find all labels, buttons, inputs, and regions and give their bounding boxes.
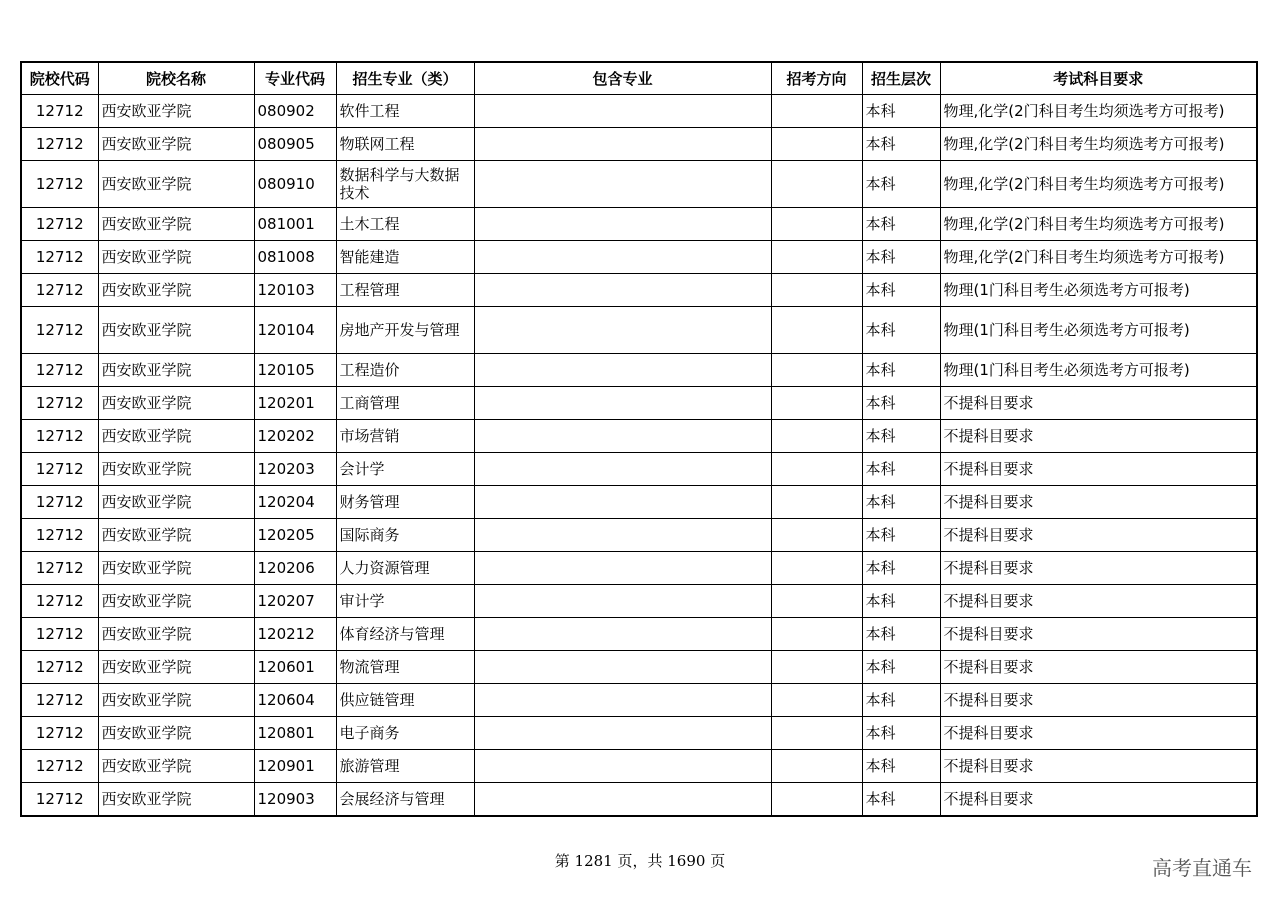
cell-school-name: 西安欧亚学院 [98, 618, 254, 651]
cell-school-code: 12712 [21, 274, 98, 307]
cell-includes [474, 651, 771, 684]
cell-requirement: 不提科目要求 [940, 486, 1257, 519]
cell-requirement: 物理,化学(2门科目考生均须选考方可报考) [940, 241, 1257, 274]
cell-level: 本科 [862, 128, 940, 161]
table-row [21, 486, 1257, 519]
cell-requirement: 不提科目要求 [940, 420, 1257, 453]
cell-requirement: 不提科目要求 [940, 552, 1257, 585]
cell-major-code: 120204 [254, 486, 336, 519]
cell-includes [474, 552, 771, 585]
cell-major-code: 120206 [254, 552, 336, 585]
cell-includes [474, 354, 771, 387]
cell-includes [474, 519, 771, 552]
table-row [21, 387, 1257, 420]
cell-includes [474, 387, 771, 420]
cell-school-name: 西安欧亚学院 [98, 161, 254, 208]
table-row [21, 783, 1257, 816]
cell-requirement: 不提科目要求 [940, 750, 1257, 783]
cell-major: 财务管理 [336, 486, 474, 519]
cell-school-name: 西安欧亚学院 [98, 717, 254, 750]
cell-major: 工程造价 [336, 354, 474, 387]
header-school-code: 院校代码 [21, 62, 98, 95]
cell-includes [474, 684, 771, 717]
cell-level: 本科 [862, 420, 940, 453]
header-direction: 招考方向 [771, 62, 862, 95]
header-row [21, 62, 1257, 95]
cell-school-name: 西安欧亚学院 [98, 241, 254, 274]
cell-major: 物流管理 [336, 651, 474, 684]
cell-major: 体育经济与管理 [336, 618, 474, 651]
cell-school-name: 西安欧亚学院 [98, 307, 254, 354]
cell-requirement: 不提科目要求 [940, 519, 1257, 552]
cell-school-name: 西安欧亚学院 [98, 354, 254, 387]
cell-direction [771, 128, 862, 161]
cell-school-code: 12712 [21, 783, 98, 816]
cell-requirement: 物理,化学(2门科目考生均须选考方可报考) [940, 208, 1257, 241]
cell-school-name: 西安欧亚学院 [98, 208, 254, 241]
cell-school-code: 12712 [21, 717, 98, 750]
cell-includes [474, 208, 771, 241]
cell-school-name: 西安欧亚学院 [98, 585, 254, 618]
cell-direction [771, 307, 862, 354]
cell-direction [771, 453, 862, 486]
cell-level: 本科 [862, 684, 940, 717]
cell-direction [771, 585, 862, 618]
cell-major-code: 081001 [254, 208, 336, 241]
cell-level: 本科 [862, 453, 940, 486]
cell-major: 软件工程 [336, 95, 474, 128]
cell-school-code: 12712 [21, 552, 98, 585]
cell-school-name: 西安欧亚学院 [98, 684, 254, 717]
cell-level: 本科 [862, 208, 940, 241]
cell-major-code: 120207 [254, 585, 336, 618]
cell-level: 本科 [862, 717, 940, 750]
cell-school-code: 12712 [21, 208, 98, 241]
cell-includes [474, 420, 771, 453]
cell-requirement: 物理(1门科目考生必须选考方可报考) [940, 274, 1257, 307]
cell-includes [474, 128, 771, 161]
cell-major-code: 120601 [254, 651, 336, 684]
table-row [21, 161, 1257, 208]
cell-school-code: 12712 [21, 486, 98, 519]
cell-includes [474, 486, 771, 519]
table-row [21, 95, 1257, 128]
cell-requirement: 不提科目要求 [940, 717, 1257, 750]
cell-requirement: 物理,化学(2门科目考生均须选考方可报考) [940, 128, 1257, 161]
cell-school-code: 12712 [21, 387, 98, 420]
cell-major: 国际商务 [336, 519, 474, 552]
cell-school-name: 西安欧亚学院 [98, 783, 254, 816]
header-includes: 包含专业 [474, 62, 771, 95]
cell-school-name: 西安欧亚学院 [98, 552, 254, 585]
cell-level: 本科 [862, 783, 940, 816]
cell-major: 工商管理 [336, 387, 474, 420]
cell-major: 工程管理 [336, 274, 474, 307]
cell-requirement: 不提科目要求 [940, 684, 1257, 717]
header-requirement: 考试科目要求 [940, 62, 1257, 95]
cell-school-code: 12712 [21, 684, 98, 717]
cell-major-code: 120105 [254, 354, 336, 387]
cell-requirement: 物理(1门科目考生必须选考方可报考) [940, 354, 1257, 387]
cell-school-name: 西安欧亚学院 [98, 519, 254, 552]
cell-direction [771, 750, 862, 783]
cell-major: 数据科学与大数据技术 [336, 161, 474, 208]
cell-direction [771, 717, 862, 750]
cell-direction [771, 208, 862, 241]
cell-school-code: 12712 [21, 453, 98, 486]
cell-requirement: 物理,化学(2门科目考生均须选考方可报考) [940, 161, 1257, 208]
cell-major: 旅游管理 [336, 750, 474, 783]
cell-level: 本科 [862, 307, 940, 354]
cell-major: 土木工程 [336, 208, 474, 241]
cell-direction [771, 783, 862, 816]
table-row [21, 241, 1257, 274]
cell-includes [474, 274, 771, 307]
cell-school-code: 12712 [21, 128, 98, 161]
table-row [21, 552, 1257, 585]
cell-major: 供应链管理 [336, 684, 474, 717]
cell-includes [474, 241, 771, 274]
cell-includes [474, 161, 771, 208]
cell-level: 本科 [862, 552, 940, 585]
cell-includes [474, 618, 771, 651]
cell-direction [771, 651, 862, 684]
table-row [21, 208, 1257, 241]
cell-includes [474, 783, 771, 816]
table-row [21, 307, 1257, 354]
cell-requirement: 不提科目要求 [940, 387, 1257, 420]
watermark: 高考直通车 [1152, 856, 1252, 880]
cell-direction [771, 420, 862, 453]
cell-direction [771, 552, 862, 585]
cell-school-code: 12712 [21, 161, 98, 208]
cell-school-name: 西安欧亚学院 [98, 420, 254, 453]
cell-requirement: 不提科目要求 [940, 783, 1257, 816]
cell-requirement: 不提科目要求 [940, 618, 1257, 651]
cell-includes [474, 95, 771, 128]
cell-level: 本科 [862, 618, 940, 651]
cell-school-name: 西安欧亚学院 [98, 453, 254, 486]
cell-school-name: 西安欧亚学院 [98, 486, 254, 519]
cell-school-name: 西安欧亚学院 [98, 128, 254, 161]
cell-requirement: 不提科目要求 [940, 453, 1257, 486]
cell-school-name: 西安欧亚学院 [98, 274, 254, 307]
cell-school-code: 12712 [21, 585, 98, 618]
cell-includes [474, 750, 771, 783]
cell-major-code: 081008 [254, 241, 336, 274]
cell-requirement: 不提科目要求 [940, 651, 1257, 684]
cell-major-code: 120901 [254, 750, 336, 783]
cell-direction [771, 486, 862, 519]
admission-table [20, 61, 1258, 817]
cell-school-code: 12712 [21, 750, 98, 783]
table-row [21, 274, 1257, 307]
cell-requirement: 物理,化学(2门科目考生均须选考方可报考) [940, 95, 1257, 128]
cell-level: 本科 [862, 274, 940, 307]
cell-school-name: 西安欧亚学院 [98, 750, 254, 783]
cell-school-code: 12712 [21, 519, 98, 552]
cell-includes [474, 585, 771, 618]
cell-level: 本科 [862, 519, 940, 552]
cell-direction [771, 684, 862, 717]
table-row [21, 519, 1257, 552]
cell-level: 本科 [862, 161, 940, 208]
cell-major: 房地产开发与管理 [336, 307, 474, 354]
cell-major: 物联网工程 [336, 128, 474, 161]
cell-direction [771, 241, 862, 274]
cell-includes [474, 453, 771, 486]
cell-major-code: 080902 [254, 95, 336, 128]
cell-major-code: 080905 [254, 128, 336, 161]
cell-major-code: 120205 [254, 519, 336, 552]
table-row [21, 585, 1257, 618]
cell-major-code: 120212 [254, 618, 336, 651]
cell-major: 人力资源管理 [336, 552, 474, 585]
cell-direction [771, 354, 862, 387]
cell-includes [474, 717, 771, 750]
page-number: 第 1281 页，共 1690 页 [554, 852, 726, 870]
cell-major-code: 120801 [254, 717, 336, 750]
cell-major-code: 120903 [254, 783, 336, 816]
table-row [21, 651, 1257, 684]
cell-direction [771, 519, 862, 552]
cell-direction [771, 161, 862, 208]
header-major-code: 专业代码 [254, 62, 336, 95]
cell-major: 智能建造 [336, 241, 474, 274]
table-row [21, 717, 1257, 750]
cell-major-code: 120104 [254, 307, 336, 354]
cell-level: 本科 [862, 354, 940, 387]
table-row [21, 453, 1257, 486]
cell-level: 本科 [862, 387, 940, 420]
cell-school-code: 12712 [21, 618, 98, 651]
cell-major-code: 120604 [254, 684, 336, 717]
cell-level: 本科 [862, 651, 940, 684]
cell-major: 会展经济与管理 [336, 783, 474, 816]
table-row [21, 128, 1257, 161]
cell-requirement: 物理(1门科目考生必须选考方可报考) [940, 307, 1257, 354]
cell-major: 会计学 [336, 453, 474, 486]
table-row [21, 618, 1257, 651]
cell-level: 本科 [862, 585, 940, 618]
cell-school-code: 12712 [21, 651, 98, 684]
cell-level: 本科 [862, 241, 940, 274]
cell-major: 审计学 [336, 585, 474, 618]
cell-level: 本科 [862, 95, 940, 128]
cell-includes [474, 307, 771, 354]
header-school-name: 院校名称 [98, 62, 254, 95]
header-level: 招生层次 [862, 62, 940, 95]
cell-major-code: 120203 [254, 453, 336, 486]
cell-direction [771, 618, 862, 651]
table-row [21, 420, 1257, 453]
header-major: 招生专业（类） [336, 62, 474, 95]
cell-school-code: 12712 [21, 307, 98, 354]
cell-major-code: 080910 [254, 161, 336, 208]
cell-direction [771, 387, 862, 420]
cell-school-name: 西安欧亚学院 [98, 387, 254, 420]
table-row [21, 684, 1257, 717]
cell-major-code: 120103 [254, 274, 336, 307]
cell-school-code: 12712 [21, 420, 98, 453]
cell-school-name: 西安欧亚学院 [98, 651, 254, 684]
cell-major-code: 120202 [254, 420, 336, 453]
cell-school-name: 西安欧亚学院 [98, 95, 254, 128]
cell-major-code: 120201 [254, 387, 336, 420]
cell-school-code: 12712 [21, 241, 98, 274]
cell-school-code: 12712 [21, 354, 98, 387]
cell-requirement: 不提科目要求 [940, 585, 1257, 618]
cell-direction [771, 274, 862, 307]
table-row [21, 354, 1257, 387]
table-row [21, 750, 1257, 783]
cell-major: 电子商务 [336, 717, 474, 750]
cell-direction [771, 95, 862, 128]
cell-school-code: 12712 [21, 95, 98, 128]
cell-major: 市场营销 [336, 420, 474, 453]
cell-level: 本科 [862, 750, 940, 783]
cell-level: 本科 [862, 486, 940, 519]
